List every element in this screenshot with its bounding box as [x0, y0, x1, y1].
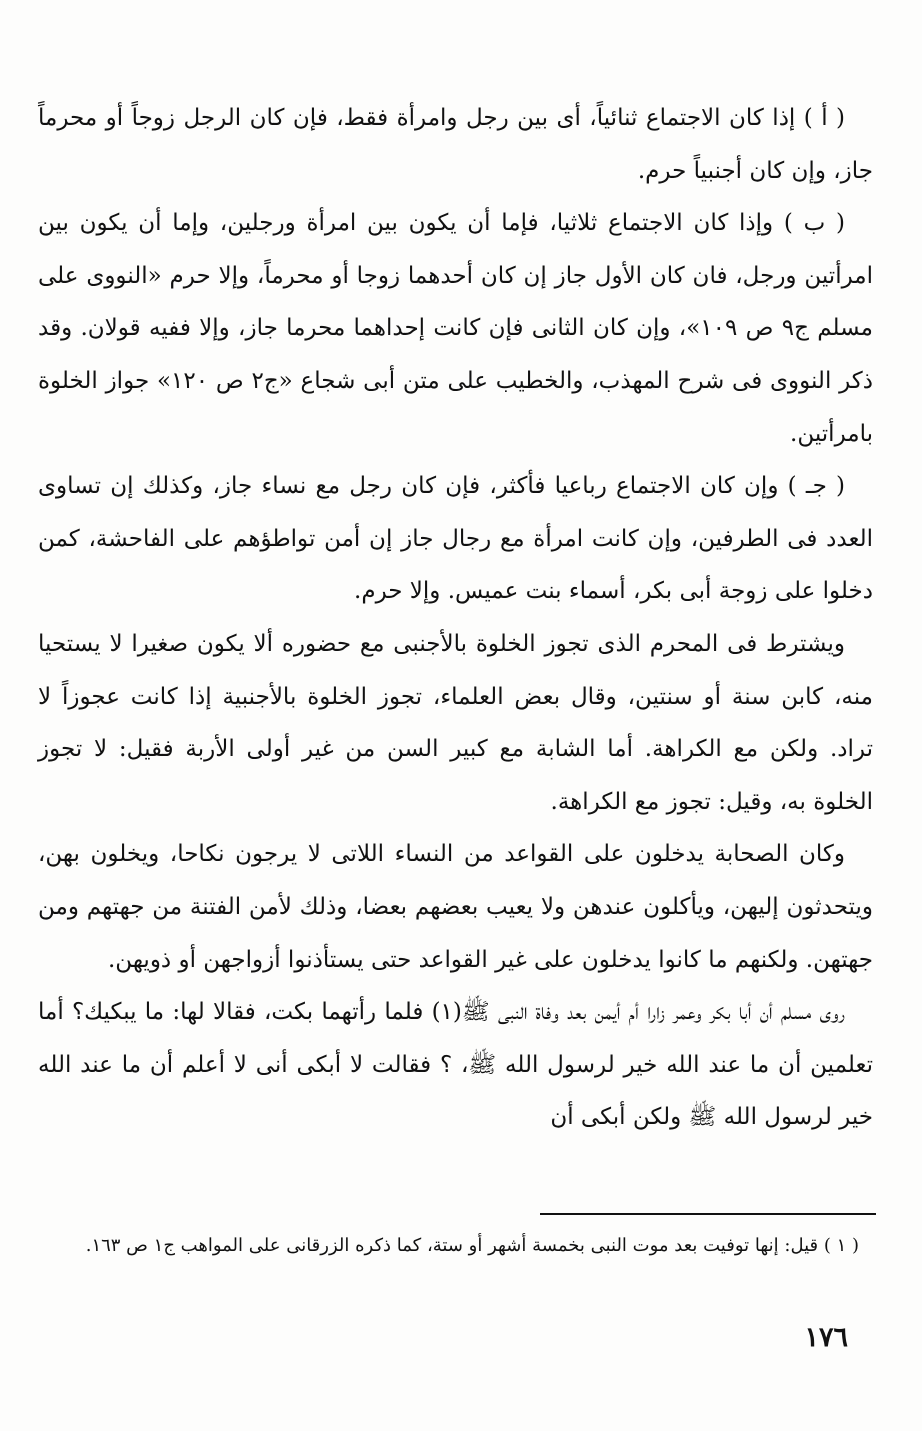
main-text — [38, 92, 873, 1144]
paragraph-a: ( أ ) إذا كان الاجتماع ثنائياً، أى بين رجل وامرأة فقط، فإن كان الرجل زوجاً أو محرماً جاز، وإن كان أجنبياً حرم. — [38, 105, 873, 184]
paragraph-muslim-narration: روى مسلم أن أبا بكر وعمر زارا أم أيمن بعد وفاة النبى ﷺ(١) فلما رأتهما بكت، فقالا لها: ما يبكيك؟ أما تعلمين أن ما عند الله خير لرسول الله ﷺ، ؟ فقالت لا أبكى أنى لا أعلم أن ما عند الله خير لرسول الله ﷺ ولكن أبكى أن — [38, 999, 874, 1131]
footnote-divider — [540, 1213, 876, 1215]
paragraph-sahaba: وكان الصحابة يدخلون على القواعد من النساء اللاتى لا يرجون نكاحا، ويخلون بهن، ويتحدثون إليهن، ويأكلون عندهن ولا يعيب بعضهم بعضا، وذلك لأمن الفتنة من جهتهم ومن جهتهن. ولكنهم ما كانوا يدخلون على غير القواعد حتى يستأذنوا أزواجهن أو ذويهن. — [38, 841, 873, 973]
paragraph-mahram: ويشترط فى المحرم الذى تجوز الخلوة بالأجنبى مع حضوره ألا يكون صغيرا لا يستحيا منه، كابن سنة أو سنتين، وقال بعض العلماء، تجوز الخلوة بالأجنبية إذا كانت عجوزاً لا تراد. ولكن مع الكراهة. أما الشابة مع كبير السن من غير أولى الأربة فقيل: لا تجوز الخلوة به، وقيل: تجوز مع الكراهة. — [38, 630, 873, 815]
page-number: ١٧٦ — [804, 1322, 848, 1353]
paragraph-b: ( ب ) وإذا كان الاجتماع ثلاثيا، فإما أن يكون بين امرأة ورجلين، وإما أن يكون بين امرأتين ورجل، فان كان الأول جاز إن كان أحدهما زوجا أو محرماً، وإلا حرم «النووى على مسلم ج٩ ص ١٠٩»، وإن كان الثانى فإن كانت إحداهما محرما جاز، وإلا ففيه قولان. وقد ذكر النووى فى شرح المهذب، والخطيب على متن أبى شجاع «ج٢ ص ١٢٠» جواز الخلوة بامرأتين. — [38, 210, 873, 447]
paragraph-c: ( جـ ) وإن كان الاجتماع رباعيا فأكثر، فإن كان رجل مع نساء جاز، وكذلك إن تساوى العدد فى الطرفين، وإن كانت امرأة مع رجال جاز إن أمن تواطؤهم على الفاحشة، كمن دخلوا على زوجة أبى بكر، أسماء بنت عميس. وإلا حرم. — [38, 473, 873, 605]
footnote-text: ( ١ ) قيل: إنها توفيت بعد موت النبى بخمسة أشهر أو ستة، كما ذكره الزرقانى على المواهب ج١ ص ١٦٣. — [85, 1235, 859, 1256]
footnote — [38, 1222, 873, 1270]
